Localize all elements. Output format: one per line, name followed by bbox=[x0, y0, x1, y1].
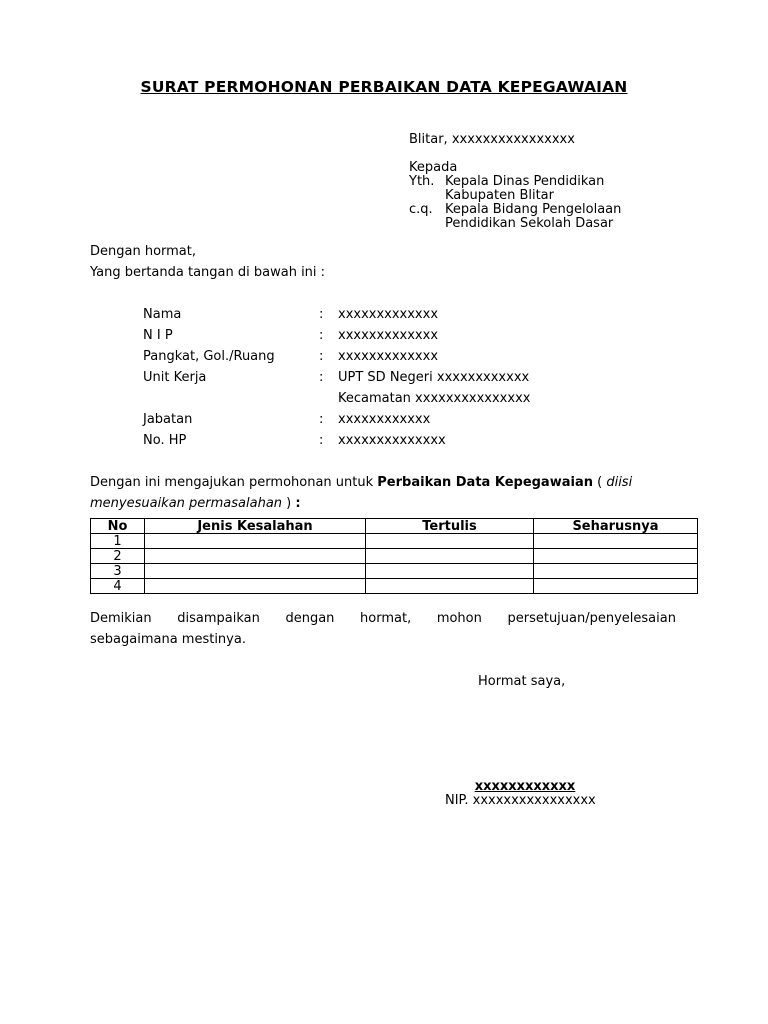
table-row bbox=[91, 549, 698, 564]
nama-colon: : bbox=[319, 307, 324, 322]
cell-tertulis bbox=[366, 564, 534, 579]
closing-word: persetujuan/penyelesaian bbox=[507, 611, 676, 626]
cell-seharusnya bbox=[534, 534, 698, 549]
hp-value: xxxxxxxxxxxxxx bbox=[338, 433, 446, 448]
cell-jenis-kesalahan bbox=[145, 549, 366, 564]
unit-kerja-value: UPT SD Negeri xxxxxxxxxxxx bbox=[338, 370, 530, 385]
cell-jenis-kesalahan bbox=[145, 534, 366, 549]
closing-word: mohon bbox=[436, 611, 482, 626]
jabatan-colon: : bbox=[319, 412, 324, 427]
request-italic2: menyesuaikan permasalahan bbox=[90, 496, 283, 511]
nip-value: xxxxxxxxxxxxx bbox=[338, 328, 439, 343]
row-number: 3 bbox=[91, 564, 145, 579]
request-line1 bbox=[90, 475, 632, 490]
recipient-cq-line1: Kepala Bidang Pengelolaan bbox=[445, 202, 622, 217]
cell-seharusnya bbox=[534, 549, 698, 564]
closing-word: hormat, bbox=[360, 611, 412, 626]
nama-label: Nama bbox=[143, 307, 182, 322]
jabatan-label: Jabatan bbox=[143, 412, 193, 427]
closing-word: Demikian bbox=[90, 611, 152, 626]
cell-jenis-kesalahan bbox=[145, 564, 366, 579]
unit-kerja-value-line2: Kecamatan xxxxxxxxxxxxxxx bbox=[338, 391, 531, 406]
pangkat-colon: : bbox=[319, 349, 324, 364]
pangkat-value: xxxxxxxxxxxxx bbox=[338, 349, 439, 364]
table-row bbox=[91, 534, 698, 549]
header-jenis-kesalahan: Jenis Kesalahan bbox=[145, 519, 366, 534]
cell-tertulis bbox=[366, 579, 534, 594]
pangkat-label: Pangkat, Gol./Ruang bbox=[143, 349, 275, 364]
signature-salutation: Hormat saya, bbox=[478, 674, 566, 689]
cell-tertulis bbox=[366, 534, 534, 549]
recipient-kepada: Kepada bbox=[409, 160, 458, 175]
greeting: Dengan hormat, bbox=[90, 244, 197, 259]
unit-kerja-label: Unit Kerja bbox=[143, 370, 207, 385]
signature-nip: NIP. xxxxxxxxxxxxxxxx bbox=[445, 793, 596, 808]
nip-colon: : bbox=[319, 328, 324, 343]
recipient-yth-label: Yth. bbox=[409, 174, 435, 189]
table-header-row bbox=[91, 519, 698, 534]
row-number: 1 bbox=[91, 534, 145, 549]
table-row bbox=[91, 579, 698, 594]
header-tertulis: Tertulis bbox=[366, 519, 534, 534]
recipient-yth-line1: Kepala Dinas Pendidikan bbox=[445, 174, 605, 189]
nip-label: N I P bbox=[143, 328, 173, 343]
header-seharusnya: Seharusnya bbox=[534, 519, 698, 534]
row-number: 4 bbox=[91, 579, 145, 594]
error-table bbox=[90, 518, 698, 594]
place-date: Blitar, xxxxxxxxxxxxxxxx bbox=[409, 132, 575, 147]
cell-seharusnya bbox=[534, 579, 698, 594]
nama-value: xxxxxxxxxxxxx bbox=[338, 307, 439, 322]
recipient-cq-line2: Pendidikan Sekolah Dasar bbox=[445, 216, 614, 231]
hp-colon: : bbox=[319, 433, 324, 448]
request-paren-open: ( bbox=[592, 475, 607, 490]
request-line2 bbox=[90, 496, 301, 511]
request-paren-close: ) bbox=[282, 496, 296, 511]
hp-label: No. HP bbox=[143, 433, 187, 448]
request-bold: Perbaikan Data Kepegawaian bbox=[377, 475, 593, 490]
closing-line2: sebagaimana mestinya. bbox=[90, 632, 246, 647]
header-no: No bbox=[91, 519, 145, 534]
closing-word: disampaikan bbox=[177, 611, 260, 626]
table-row bbox=[91, 564, 698, 579]
closing-line1 bbox=[90, 611, 676, 626]
jabatan-value: xxxxxxxxxxxx bbox=[338, 412, 431, 427]
request-prefix: Dengan ini mengajukan permohonan untuk bbox=[90, 475, 378, 490]
cell-jenis-kesalahan bbox=[145, 579, 366, 594]
recipient-cq-label: c.q. bbox=[409, 202, 433, 217]
closing-word: dengan bbox=[285, 611, 335, 626]
row-number: 2 bbox=[91, 549, 145, 564]
request-italic1: diisi bbox=[606, 475, 633, 490]
cell-seharusnya bbox=[534, 564, 698, 579]
intro-text: Yang bertanda tangan di bawah ini : bbox=[90, 265, 326, 280]
unit-kerja-colon: : bbox=[319, 370, 324, 385]
document-title: SURAT PERMOHONAN PERBAIKAN DATA KEPEGAWAIAN bbox=[140, 78, 628, 96]
cell-tertulis bbox=[366, 549, 534, 564]
signature-name: xxxxxxxxxxxx bbox=[474, 779, 576, 794]
request-colon: : bbox=[295, 496, 301, 511]
recipient-yth-line2: Kabupaten Blitar bbox=[445, 188, 554, 203]
